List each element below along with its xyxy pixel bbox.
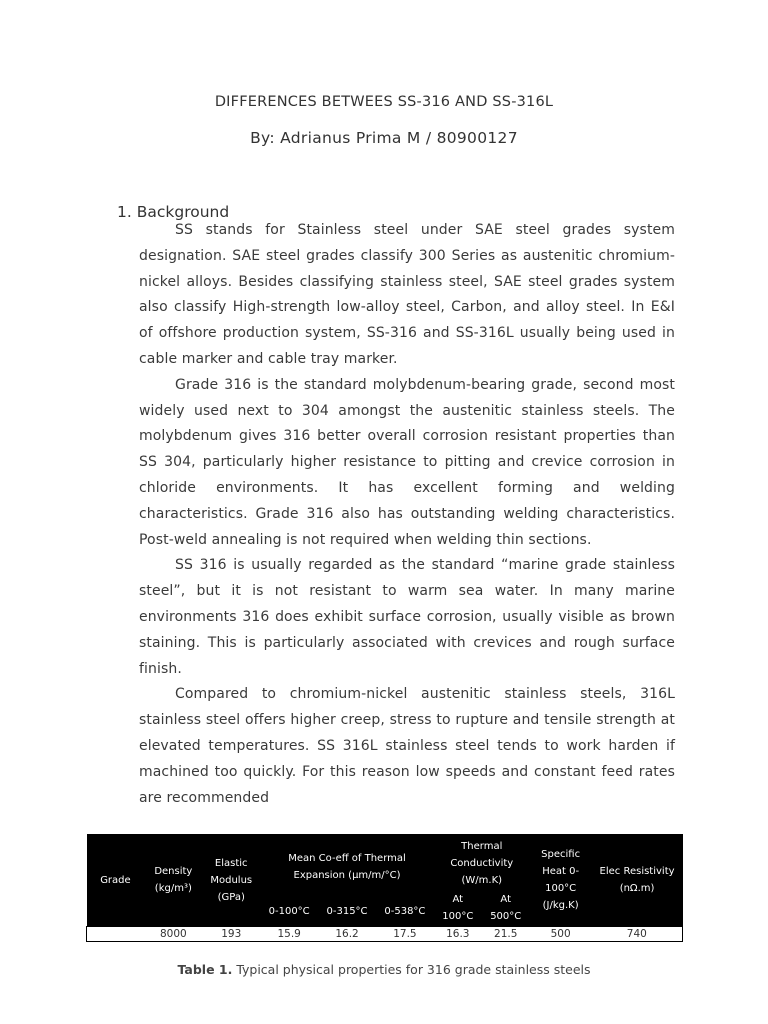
header-specific-heat: Specific Heat 0-100°C (J/kg.K) (530, 834, 592, 927)
table-cell: 16.3 (434, 927, 482, 942)
table-cell: 21.5 (482, 927, 530, 942)
document-title: DIFFERENCES BETWEES SS-316 AND SS-316L (214, 94, 554, 110)
paragraph: SS 316 is usually regarded as the standard “marine grade stainless steel”, but it is not resistant to warm sea water. In many marine environments 316 does exhibit surface corrosion, usually visible as brown staining. This is particularly associated with crevices and rough surface finish. (139, 557, 675, 677)
document-author: By: Adrianus Prima M / 80900127 (250, 129, 518, 147)
header-thermal-expansion: Mean Co-eff of Thermal Expansion (µm/m/°C) (260, 834, 434, 890)
subheader-cond-1: At 100°C (434, 890, 482, 927)
section-body (139, 218, 675, 811)
properties-table (86, 834, 683, 942)
table-cell: 17.5 (376, 927, 434, 942)
table-cell (87, 927, 145, 942)
header-resistivity: Elec Resistivity (nΩ.m) (592, 834, 683, 927)
header-grade: Grade (87, 834, 145, 927)
section-number: 1. (117, 203, 132, 221)
table-cell: 193 (202, 927, 260, 942)
header-density: Density (kg/m³) (144, 834, 202, 927)
caption-label: Table 1. (177, 962, 233, 977)
paragraph: Grade 316 is the standard molybdenum-bearing grade, second most widely used next to 304 amongst the austenitic stainless steels. The molybdenum gives 316 better overall corrosion resistant properties than SS 304, particularly higher resistance to pitting and crevice corrosion in chloride environments. It has excellent forming and welding characteristics. Grade 316 also has outstanding welding characteristics. Post-weld annealing is not required when welding thin sections. (139, 376, 675, 548)
paragraph: SS stands for Stainless steel under SAE steel grades system designation. SAE steel grades classify 300 Series as austenitic chromium-nickel alloys. Besides classifying stainless steel, SAE steel grades system also classify High-strength low-alloy steel, Carbon, and alloy steel. In E&I of offshore production system, SS-316 and SS-316L usually being used in cable marker and cable tray marker. (139, 222, 675, 367)
header-thermal-conductivity: Thermal Conductivity (W/m.K) (434, 834, 530, 890)
caption-text: Typical physical properties for 316 grade stainless steels (232, 962, 591, 977)
header-elastic-modulus: Elastic Modulus (GPa) (202, 834, 260, 927)
paragraph: Compared to chromium-nickel austenitic stainless steels, 316L stainless steel offers higher creep, stress to rupture and tensile strength at elevated temperatures. SS 316L stainless steel tends to work harden if machined too quickly. For this reason low speeds and constant feed rates are recommended (139, 686, 675, 806)
table-header-row (87, 834, 683, 890)
table-cell: 8000 (144, 927, 202, 942)
subheader-exp-3: 0-538°C (376, 890, 434, 927)
table-cell: 15.9 (260, 927, 318, 942)
subheader-cond-2: At 500°C (482, 890, 530, 927)
table-cell: 16.2 (318, 927, 376, 942)
table-caption (0, 962, 768, 977)
table-cell: 500 (530, 927, 592, 942)
section-title: Background (136, 203, 230, 221)
subheader-exp-2: 0-315°C (318, 890, 376, 927)
table-cell: 740 (592, 927, 683, 942)
subheader-exp-1: 0-100°C (260, 890, 318, 927)
table-row (87, 927, 683, 942)
